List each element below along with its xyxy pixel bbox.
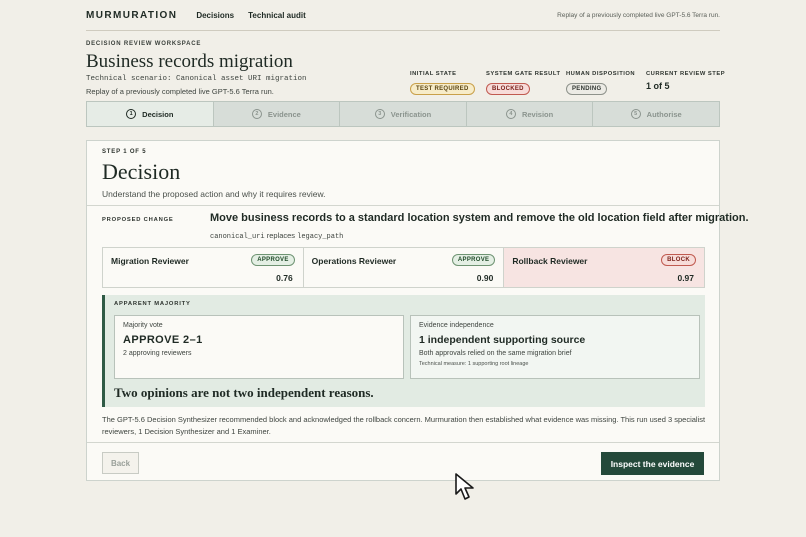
current-review-step [646, 71, 725, 91]
run-summary: The GPT-5.6 Decision Synthesizer recommended block and acknowledged the rollback concern. Murmuration then established what evidence was missing. This run used 3 specialist reviewers, 1 Decision Synthesizer and 1 Examiner. [102, 415, 706, 436]
reviewer-score: 0.90 [476, 273, 494, 283]
card-footer [87, 442, 719, 480]
system-gate [486, 71, 561, 95]
step-number: 4 [506, 109, 516, 119]
nav-link-technical-audit[interactable]: Technical audit [248, 10, 306, 20]
page-title: Business records migration [86, 51, 293, 72]
reviewer-operations [304, 248, 505, 287]
evidence-independence-box [410, 315, 700, 379]
majority-vote-box [114, 315, 404, 379]
human-disposition-badge: PENDING [566, 83, 607, 95]
reviewer-rollback [504, 248, 704, 287]
reviewer-panel [102, 247, 705, 288]
step-label: Revision [521, 109, 554, 119]
review-stepper [86, 101, 720, 127]
human-disposition [566, 71, 635, 95]
majority-vote-title: Majority vote [123, 322, 163, 329]
verdict-badge: BLOCK [661, 254, 696, 266]
top-nav [86, 0, 720, 31]
initial-state-badge: TEST REQUIRED [410, 83, 475, 95]
old-field-code: legacy_path [297, 233, 344, 241]
current-step-value: 1 of 5 [646, 81, 670, 91]
system-gate-badge: BLOCKED [486, 83, 530, 95]
proposed-change-label: PROPOSED CHANGE [102, 217, 174, 223]
initial-state-label: INITIAL STATE [410, 71, 457, 77]
apparent-majority-panel [102, 295, 705, 407]
replay-text: Replay of a previously completed live GPT-5.6 Terra run. [86, 87, 274, 96]
brand-logo[interactable]: MURMURATION [86, 9, 178, 21]
step-label: Verification [390, 109, 432, 119]
step-label: Evidence [267, 109, 301, 119]
divider [87, 205, 719, 206]
step-tab-authorise[interactable] [593, 102, 719, 126]
step-tab-decision[interactable] [87, 102, 214, 126]
step-tab-verification[interactable] [340, 102, 467, 126]
step-eyebrow: STEP 1 OF 5 [102, 149, 147, 155]
majority-quote: Two opinions are not two independent reasons. [114, 385, 374, 400]
step-number: 3 [375, 109, 385, 119]
reviewer-name: Operations Reviewer [311, 256, 397, 266]
back-button[interactable]: Back [102, 452, 139, 474]
reviewer-score: 0.97 [677, 273, 695, 283]
step-number: 2 [252, 109, 262, 119]
independence-value: 1 independent supporting source [419, 334, 586, 346]
new-field-code: canonical_uri [210, 233, 265, 241]
current-step-label: CURRENT REVIEW STEP [646, 71, 726, 77]
independence-measure: Technical measure: 1 supporting root lineage [419, 361, 529, 367]
inspect-evidence-button[interactable]: Inspect the evidence [601, 452, 704, 475]
step-number: 5 [631, 109, 641, 119]
independence-title: Evidence independence [419, 322, 494, 329]
field-replacement [210, 231, 343, 241]
reviewer-name: Rollback Reviewer [512, 256, 588, 266]
step-label: Authorise [646, 109, 682, 119]
reviewer-name: Migration Reviewer [111, 256, 189, 266]
initial-state [410, 71, 475, 95]
step-tab-revision[interactable] [467, 102, 594, 126]
step-label: Decision [142, 109, 174, 119]
mouse-cursor-icon [454, 472, 480, 502]
system-gate-label: SYSTEM GATE RESULT [486, 71, 561, 77]
majority-vote-value: APPROVE 2–1 [123, 334, 203, 346]
majority-label: APPARENT MAJORITY [114, 301, 191, 307]
reviewer-migration [103, 248, 304, 287]
step-tab-evidence[interactable] [214, 102, 341, 126]
verdict-badge: APPROVE [452, 254, 495, 266]
scenario-text: Technical scenario: Canonical asset URI migration [86, 75, 307, 83]
step-title: Decision [102, 159, 181, 184]
nav-link-decisions[interactable]: Decisions [196, 10, 235, 20]
step-number: 1 [126, 109, 136, 119]
verdict-badge: APPROVE [251, 254, 294, 266]
replay-note: Replay of a previously completed live GPT-5.6 Terra run. [557, 11, 720, 19]
independence-detail: Both approvals relied on the same migration brief [419, 350, 572, 357]
workspace-eyebrow: DECISION REVIEW WORKSPACE [86, 41, 202, 47]
reviewer-score: 0.76 [276, 273, 293, 283]
replaces-text: replaces [266, 231, 296, 240]
decision-card [86, 140, 749, 481]
human-disposition-label: HUMAN DISPOSITION [566, 71, 636, 77]
step-subtitle: Understand the proposed action and why it requires review. [102, 189, 326, 199]
majority-vote-detail: 2 approving reviewers [123, 350, 192, 357]
proposed-change-text: Move business records to a standard location system and remove the old location field after migration. [210, 212, 749, 224]
